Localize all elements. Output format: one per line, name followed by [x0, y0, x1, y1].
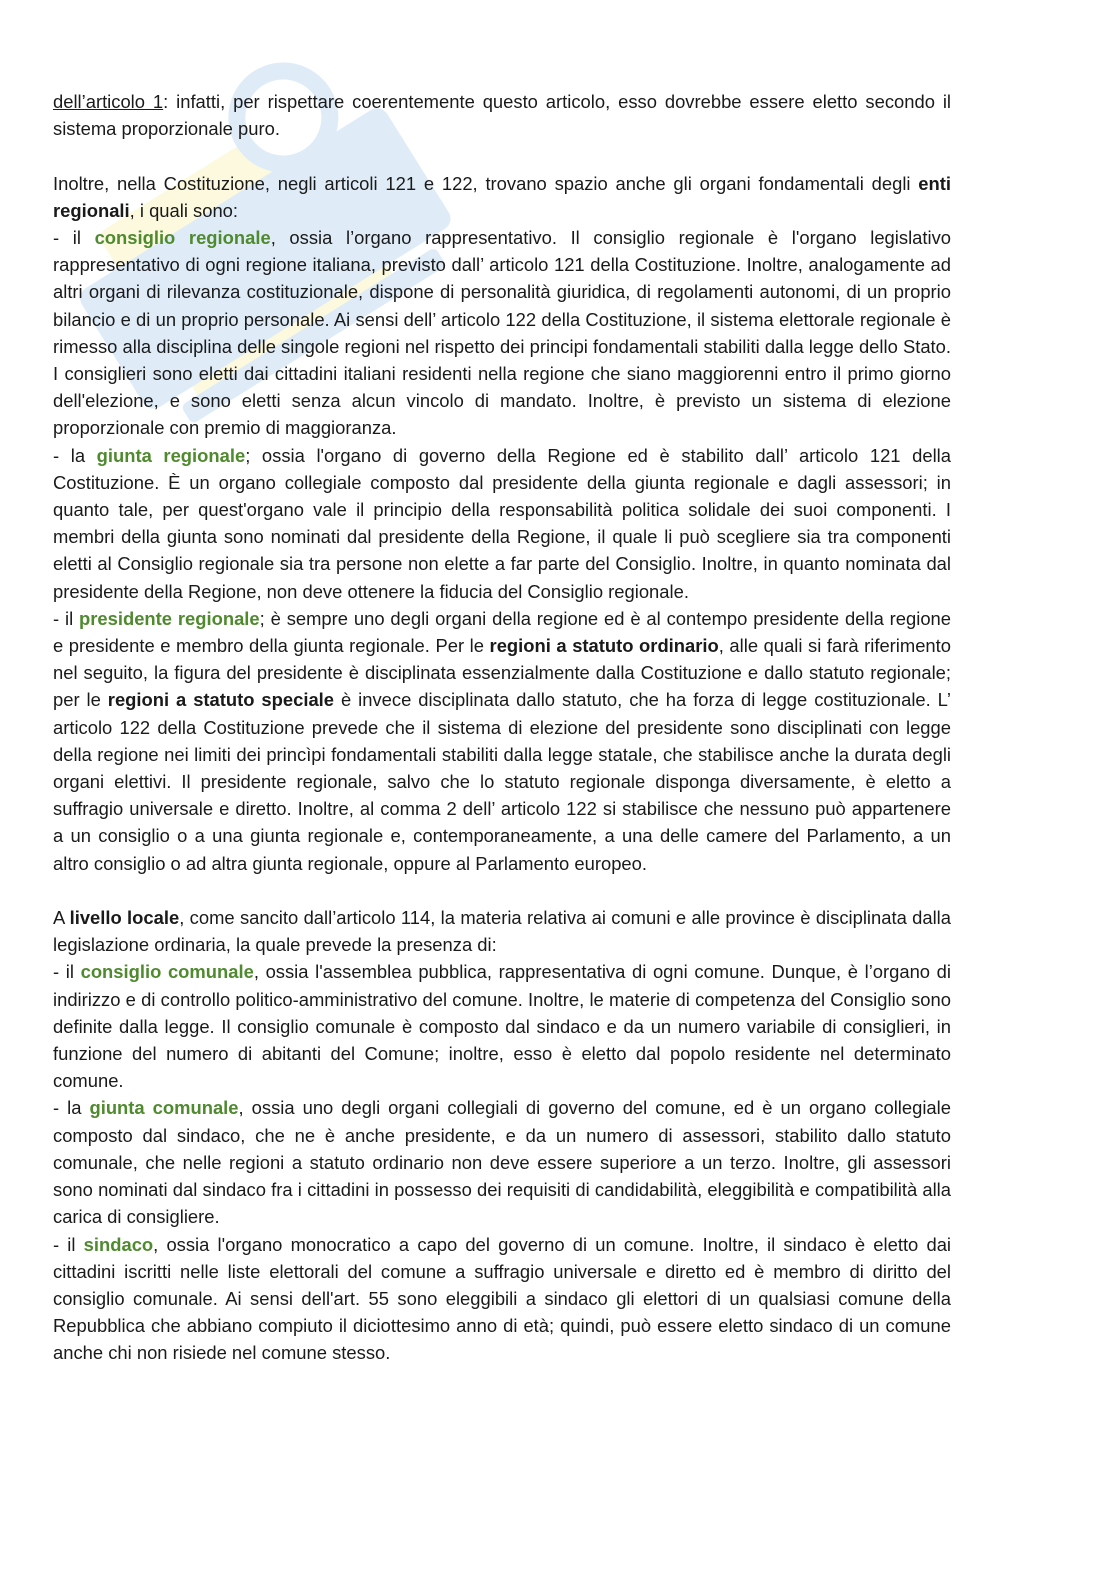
term-sindaco: sindaco — [83, 1233, 154, 1255]
bold-statuto-ordinario: regioni a statuto ordinario — [489, 635, 719, 657]
term-giunta-regionale: giunta regionale — [96, 444, 246, 466]
item-giunta-regionale: - la giunta regionale; ossia l'organo di governo della Regione ed è stabilito dall’ articolo 121 della Costituzione. È un organo collegiale composto dal presidente della giunta regionale e dagli assessori; in quanto tale, per quest'organo vale il principio della responsabilità politica solidale dei suoi componenti. I membri della giunta sono nominati dal presidente della Regione, il quale li può scegliere sia tra componenti eletti al Consiglio regionale sia tra persone non elette a far parte del Consiglio. Inoltre, in quanto nominata dal presidente della Regione, non deve ottenere la fiducia del Consiglio regionale. — [53, 444, 951, 602]
term-consiglio-regionale: consiglio regionale — [94, 227, 271, 248]
item-presidente-regionale: - il presidente regionale; è sempre uno degli organi della regione ed è al contempo presidente della regione e presidente e membro della giunta regionale. Per le regioni a statuto ordinario, alle quali si farà riferimento nel seguito, la figura del presidente è disciplinata essenzialmente dalla Costituzione e dallo statuto regionale; per le regioni a statuto speciale è invece disciplinata dallo statuto, che ha forza di legge costituzionale. L’ articolo 122 della Costituzione prevede che il sistema di elezione del presidente sono disciplinati con legge della regione nei limiti dei princìpi fondamentali stabiliti dalla legge statale, che stabilisce anche la durata degli organi elettivi. Il presidente regionale, salvo che lo statuto regionale disponga diversamente, è eletto a suffragio universale e diretto. Inoltre, al comma 2 dell’ articolo 122 si stabilisce che nessuno può appartenere a un consiglio o a una giunta regionale e, contemporaneamente, a una delle camere del Parlamento, a un altro consiglio o ad altra giunta regionale, oppure al Parlamento europeo. — [53, 607, 952, 874]
item-consiglio-regionale: - il consiglio regionale, ossia l’organo rappresentativo. Il consiglio regionale è l'organo legislativo rappresentativo di ogni regione italiana, previsto dall’ articolo 121 della Costituzione. Inoltre, analogamente ad altri organi di rilevanza costituzionale, dispone di personalità giuridica, di regolamenti autonomi, di un proprio bilancio e di un proprio personale. Ai sensi dell’ articolo 122 della Costituzione, il sistema elettorale regionale è rimesso alla disciplina delle singole regioni nel rispetto dei principi fondamentali stabiliti dalla legge dello Stato. I consiglieri sono eletti dai cittadini italiani residenti nella regione che siano maggiorenni entro il primo giorno dell'elezione, e sono eletti senza alcun vincolo di mandato. Inoltre, è previsto un sistema di elezione proporzionale con premio di maggioranza. — [53, 227, 952, 439]
term-presidente-regionale: presidente regionale — [79, 607, 260, 629]
paragraph-livello-locale: A livello locale, come sancito dall’articolo 114, la materia relativa ai comuni e alle province è disciplinata dalla legislazione ordinaria, la quale prevede la presenza di: — [53, 907, 951, 956]
bold-livello-locale: livello locale — [69, 907, 180, 929]
bold-enti-regionali: enti regionali — [53, 172, 951, 221]
item-giunta-comunale: - la giunta comunale, ossia uno degli organi collegiali di governo del comune, ed è un organo collegiale composto dal sindaco, che ne è anche presidente, e da un numero di assessori, stabilito dallo statuto comunale, che nelle regioni a statuto ordinario non deve essere superiore a un terzo. Inoltre, gli assessori sono nominati dal sindaco fra i cittadini in possesso dei requisiti di candidabilità, eleggibilità e compatibilità alla carica di consigliere. — [53, 1097, 951, 1228]
term-consiglio-comunale: consiglio comunale — [80, 961, 254, 983]
document-body — [53, 88, 951, 1367]
item-sindaco: - il sindaco, ossia l'organo monocratico a capo del governo di un comune. Inoltre, il sindaco è eletto dai cittadini iscritti nelle liste elettorali del comune a suffragio universale e diretto ed è membro di diritto del consiglio comunale. Ai sensi dell'art. 55 sono eleggibili a sindaco gli elettori di un qualsiasi comune della Repubblica che abbiano compiuto il diciottesimo anno di età; quindi, può essere eletto sindaco di un comune anche chi non risiede nel comune stesso. — [53, 1233, 952, 1364]
paragraph-enti-regionali: Inoltre, nella Costituzione, negli articoli 121 e 122, trovano spazio anche gli organi fondamentali degli enti regionali, i quali sono: — [53, 172, 951, 221]
paragraph-intro: dell’articolo 1: infatti, per rispettare coerentemente questo articolo, esso dovrebbe essere eletto secondo il sistema proporzionale puro. — [53, 91, 951, 140]
term-giunta-comunale: giunta comunale — [89, 1097, 239, 1119]
bold-statuto-speciale: regioni a statuto speciale — [107, 689, 335, 711]
article-link[interactable]: dell’articolo 1 — [53, 91, 164, 112]
item-consiglio-comunale: - il consiglio comunale, ossia l'assemblea pubblica, rappresentativa di ogni comune. Dunque, è l’organo di indirizzo e di controllo politico-amministrativo del comune. Inoltre, le materie di competenza del Consiglio sono definite dalla legge. Il consiglio comunale è composto dal sindaco e da un numero variabile di consiglieri, in funzione del numero di abitanti del Comune; inoltre, esso è eletto dal popolo residente nel determinato comune. — [53, 961, 951, 1092]
